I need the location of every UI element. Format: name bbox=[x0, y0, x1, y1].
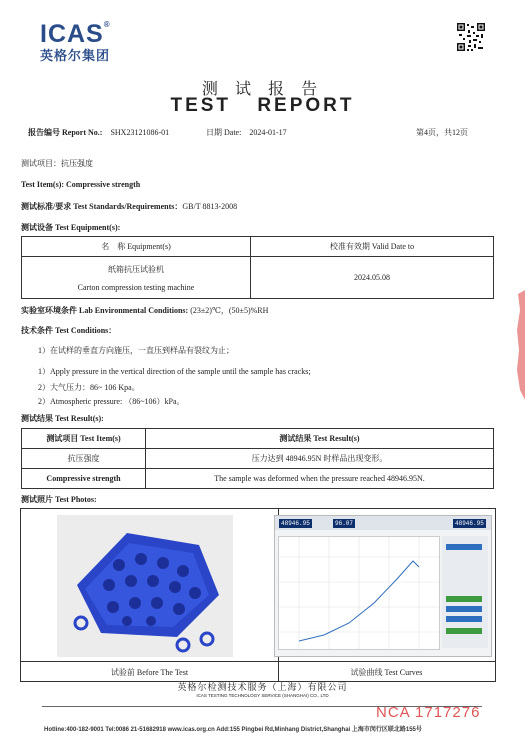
equipment-valid-date: 2024.05.08 bbox=[251, 257, 494, 299]
caption-before-test: 试验前 Before The Test bbox=[110, 668, 189, 677]
equipment-name-chinese: 纸箱抗压试验机 bbox=[108, 264, 164, 274]
condition-2-chinese: 2）大气压力：86~ 106 Kpa。 bbox=[38, 383, 140, 392]
photos-caption-row bbox=[21, 661, 495, 682]
test-curves-screenshot bbox=[274, 515, 492, 657]
results-item-english: Compressive strength bbox=[22, 469, 146, 489]
test-item-value: Compressive strength bbox=[66, 180, 141, 189]
equipment-name-english: Carton compression testing machine bbox=[77, 282, 195, 292]
qr-code-icon bbox=[456, 22, 486, 52]
equipment-name-header: 名 称 Equipment(s) bbox=[22, 237, 251, 257]
test-standards-label: 测试标准/要求 Test Standards/Requirements： bbox=[21, 202, 183, 211]
page-number: 第4页，共12页 bbox=[416, 128, 468, 137]
results-table bbox=[21, 428, 494, 489]
results-row-english bbox=[22, 469, 494, 489]
equipment-name-cell bbox=[22, 257, 251, 299]
report-date-row bbox=[206, 127, 287, 138]
side-panel-button bbox=[446, 596, 482, 602]
side-panel-button bbox=[446, 628, 482, 634]
results-heading: 测试结果 Test Result(s): bbox=[21, 414, 104, 423]
report-title-chinese: 测 试 报 告 bbox=[201, 79, 324, 98]
peak-force-readout: 48946.95 bbox=[455, 520, 484, 527]
conditions-heading: 技术条件 Test Conditions： bbox=[21, 326, 117, 335]
logo-registered-mark: ® bbox=[103, 20, 111, 29]
report-number: SHX23121086-01 bbox=[110, 128, 170, 137]
screenshot-side-panel bbox=[442, 536, 488, 648]
test-item-label: Test Item(s): bbox=[21, 180, 65, 189]
condition-1-english: 1）Apply pressure in the vertical direction of the sample until the sample has cracks; bbox=[38, 367, 311, 376]
logo-text: ICAS bbox=[40, 20, 104, 48]
edge-seal-mark bbox=[514, 290, 525, 400]
test-item-english bbox=[21, 180, 140, 189]
results-item-header: 测试项目 Test Item(s) bbox=[22, 429, 146, 449]
curve-plot-area bbox=[278, 536, 440, 650]
report-number-row bbox=[28, 127, 169, 138]
photos-heading: 测试照片 Test Photos: bbox=[21, 495, 97, 504]
equipment-row bbox=[22, 257, 494, 299]
results-result-english: The sample was deformed when the pressure reached 48946.95N. bbox=[146, 469, 494, 489]
footer-company-english: ICAS TESTING TECHNOLOGY SERVICE (SHANGHAI) CO., LTD bbox=[196, 693, 329, 698]
results-result-chinese: 压力达到 48946.95N 时样品出现变形。 bbox=[146, 449, 494, 469]
report-number-label: 报告编号 Report No.: bbox=[28, 128, 103, 137]
condition-1-chinese: 1）在试样的垂直方向施压，一直压到样品有裂纹为止； bbox=[38, 346, 234, 355]
test-standards-row bbox=[21, 201, 237, 212]
side-panel-button bbox=[446, 616, 482, 622]
logo-chinese-name: 英格尔集团 bbox=[40, 49, 111, 64]
side-panel-button bbox=[446, 544, 482, 550]
results-result-header: 测试结果 Test Result(s) bbox=[146, 429, 494, 449]
results-header-row bbox=[22, 429, 494, 449]
footer-company-chinese: 英格尔检测技术服务（上海）有限公司 bbox=[177, 683, 348, 693]
equipment-header-row bbox=[22, 237, 494, 257]
caption-test-curves: 试验曲线 Test Curves bbox=[350, 668, 423, 677]
lab-environment-row bbox=[21, 305, 268, 316]
results-row-chinese bbox=[22, 449, 494, 469]
equipment-heading: 测试设备 Test Equipment(s): bbox=[21, 223, 121, 232]
curve-grid bbox=[279, 537, 439, 649]
lab-environment-value: (23±2)℃，(50±5)%RH bbox=[190, 306, 269, 315]
condition-2-english: 2）Atmospheric pressure: （86~106）kPa。 bbox=[38, 397, 185, 406]
results-item-chinese: 抗压强度 bbox=[22, 449, 146, 469]
report-date-label: 日期 Date: bbox=[206, 128, 242, 137]
test-item-chinese: 测试项目：抗压强度 bbox=[21, 159, 93, 168]
side-panel-button bbox=[446, 606, 482, 612]
equipment-valid-header: 校准有效期 Valid Date to bbox=[251, 237, 494, 257]
footer-contact: Hotline:400-182-9001 Tel:0086 21-51682918 www.icas.org.cn Add:155 Pingbei Rd,Minhang District,Shanghai 上海市闵行区联北路155号 bbox=[44, 727, 422, 733]
force-readout: 48946.95 bbox=[281, 520, 310, 527]
equipment-table bbox=[21, 236, 494, 299]
test-standards-value: GB/T 8813-2008 bbox=[182, 202, 238, 211]
report-title-english: TEST REPORT bbox=[170, 95, 355, 116]
displacement-readout: 96.07 bbox=[335, 520, 354, 527]
sample-photo-before-test bbox=[57, 515, 233, 657]
lab-environment-label: 实验室环境条件 Lab Environmental Conditions: bbox=[21, 306, 189, 315]
report-date: 2024-01-17 bbox=[249, 128, 287, 137]
serial-number: NCA 1717276 bbox=[376, 704, 481, 721]
